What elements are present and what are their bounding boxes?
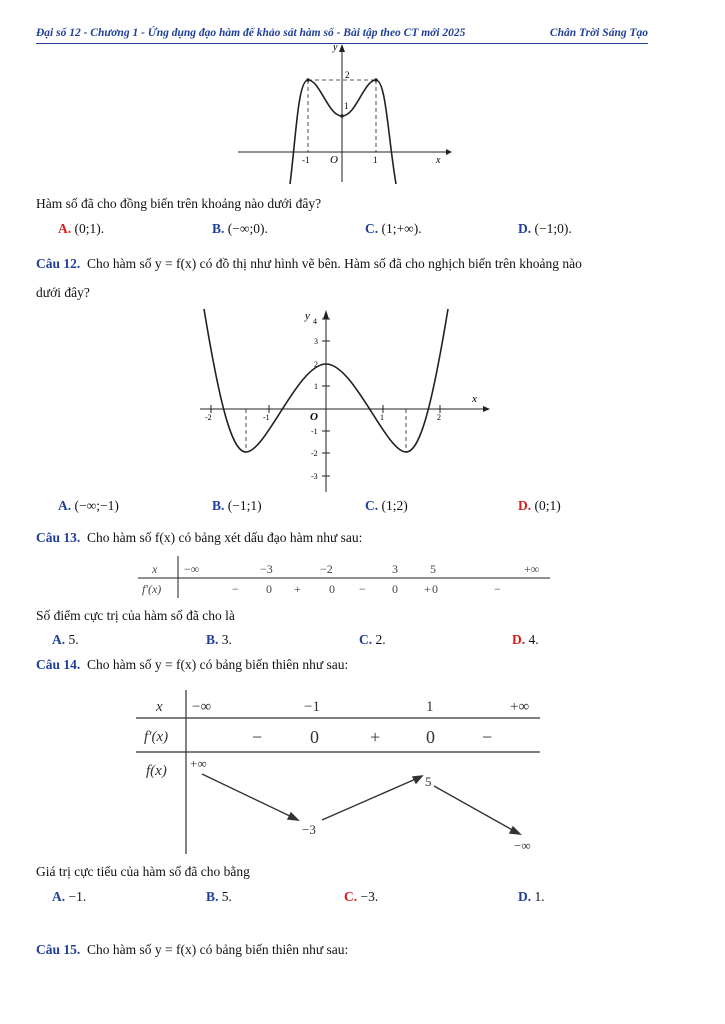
- q13-stem-line: [36, 530, 362, 546]
- q14-stem: Cho hàm số y = f(x) có bảng biến thiên như sau:: [87, 657, 349, 672]
- graph-2-ytick: -2: [311, 449, 318, 458]
- graph-1-tick: 1: [373, 155, 378, 165]
- q14-x-label: x: [156, 699, 163, 715]
- q15-label: Câu 15.: [36, 942, 81, 957]
- graph-2-ytick: -1: [311, 427, 318, 436]
- q13-zero: 0: [392, 582, 398, 596]
- q14-stem-line: [36, 657, 348, 673]
- q14-option-a[interactable]: A. −1.: [52, 889, 87, 904]
- q13-option-b[interactable]: B. 3.: [206, 632, 232, 647]
- q13-zero: 0: [329, 582, 335, 596]
- graph-2-ytick: 4: [313, 317, 317, 326]
- q14-zero: 0: [426, 727, 435, 747]
- q12-option-d[interactable]: D. (0;1): [518, 498, 561, 513]
- graph-2-ytick: 1: [314, 382, 318, 391]
- q13-stem-2: Số điểm cực trị của hàm số đã cho là: [36, 608, 235, 623]
- q13-option-c[interactable]: C. 2.: [359, 632, 386, 647]
- q13-option-a[interactable]: A. 5.: [52, 632, 79, 647]
- q13-sign-table: [134, 556, 552, 598]
- q14-x-value: −∞: [192, 699, 212, 715]
- q14-option-c[interactable]: C. −3.: [344, 889, 379, 904]
- q14-sign: +: [370, 727, 381, 747]
- q12-stem-line: [36, 256, 582, 272]
- q14-option-d[interactable]: D. 1.: [518, 889, 545, 904]
- q13-label: Câu 13.: [36, 530, 81, 545]
- q12-stem-2: dưới đây?: [36, 285, 90, 300]
- q13-sign: −: [359, 582, 366, 596]
- q12-option-a[interactable]: A. (−∞;−1): [58, 498, 119, 513]
- q14-f-value: −3: [302, 822, 316, 837]
- q12-option-b[interactable]: B. (−1;1): [212, 498, 262, 513]
- q13-sign: +: [294, 582, 301, 596]
- q13-x-value: −2: [320, 562, 333, 576]
- q14-label: Câu 14.: [36, 657, 81, 672]
- q14-variation-table: [136, 690, 544, 858]
- graph-1-y-label: y: [333, 42, 338, 53]
- q14-x-value: +∞: [510, 699, 530, 715]
- q14-f-value: −∞: [514, 838, 531, 853]
- graph-2-ytick: 2: [314, 360, 318, 369]
- q15-stem: Cho hàm số y = f(x) có bảng biến thiên như sau:: [87, 942, 349, 957]
- q14-sign: −: [482, 727, 493, 747]
- graph-1-origin: O: [330, 154, 338, 166]
- q13-sign: −: [494, 582, 501, 596]
- q13-x-value: −∞: [184, 562, 200, 576]
- q12-option-c[interactable]: C. (1;2): [365, 498, 408, 513]
- q11-option-c[interactable]: C. (1;+∞).: [365, 221, 422, 236]
- q11-stem: Hàm số đã cho đồng biến trên khoảng nào dưới đây?: [36, 196, 322, 211]
- graph-1-x-label: x: [436, 155, 441, 166]
- graph-2: [200, 306, 490, 492]
- q14-fp-label: f′(x): [144, 729, 169, 745]
- q13-x-label: x: [152, 562, 158, 576]
- graph-1: [234, 42, 454, 184]
- graph-2-y-label: y: [305, 310, 310, 322]
- q14-f-value: 5: [425, 774, 432, 789]
- q14-stem-2: Giá trị cực tiểu của hàm số đã cho bằng: [36, 864, 250, 879]
- graph-1-tick: 1: [344, 101, 349, 111]
- graph-2-ytick: -3: [311, 472, 318, 481]
- q13-option-d[interactable]: D. 4.: [512, 632, 539, 647]
- q11-option-a[interactable]: A. (0;1).: [58, 221, 105, 236]
- q14-f-label: f(x): [146, 763, 167, 779]
- q13-sign: −: [232, 582, 239, 596]
- q13-fp-label: f′(x): [142, 582, 162, 596]
- q11-option-d[interactable]: D. (−1;0).: [518, 221, 572, 236]
- header-publisher: Chân Trời Sáng Tạo: [549, 27, 648, 39]
- q11-option-b[interactable]: B. (−∞;0).: [212, 221, 268, 236]
- q13-x-value: +∞: [524, 562, 540, 576]
- graph-1-curve: [290, 80, 396, 184]
- graph-2-x-label: x: [472, 393, 477, 405]
- q12-label: Câu 12.: [36, 256, 81, 271]
- q14-x-value: 1: [426, 699, 434, 715]
- graph-2-xtick: -2: [205, 413, 212, 422]
- q14-sign: −: [252, 727, 263, 747]
- q14-x-value: −1: [304, 699, 320, 715]
- graph-1-tick: 2: [345, 70, 350, 80]
- q12-stem: Cho hàm số y = f(x) có đồ thị như hình vẽ bên. Hàm số đã cho nghịch biến trên khoảng nào: [87, 256, 582, 271]
- q13-x-value: 5: [430, 562, 436, 576]
- graph-2-xtick: 2: [437, 413, 441, 422]
- q13-sign: +: [424, 582, 431, 596]
- q13-x-value: −3: [260, 562, 273, 576]
- graph-2-xtick: -1: [263, 413, 270, 422]
- q13-zero: 0: [266, 582, 272, 596]
- q13-zero: 0: [432, 582, 438, 596]
- graph-1-tick: -1: [302, 155, 310, 165]
- q14-option-b[interactable]: B. 5.: [206, 889, 232, 904]
- q15-stem-line: [36, 942, 348, 958]
- q13-stem: Cho hàm số f(x) có bảng xét dấu đạo hàm như sau:: [87, 530, 363, 545]
- q13-x-value: 3: [392, 562, 398, 576]
- q14-zero: 0: [310, 727, 319, 747]
- graph-2-ytick: 3: [314, 337, 318, 346]
- q14-f-value: +∞: [190, 756, 207, 771]
- graph-2-xtick: 1: [380, 413, 384, 422]
- header-title: Đại số 12 - Chương 1 - Ứng dụng đạo hàm để khảo sát hàm số - Bài tập theo CT mới 2025: [36, 27, 466, 39]
- graph-2-origin: O: [310, 411, 318, 423]
